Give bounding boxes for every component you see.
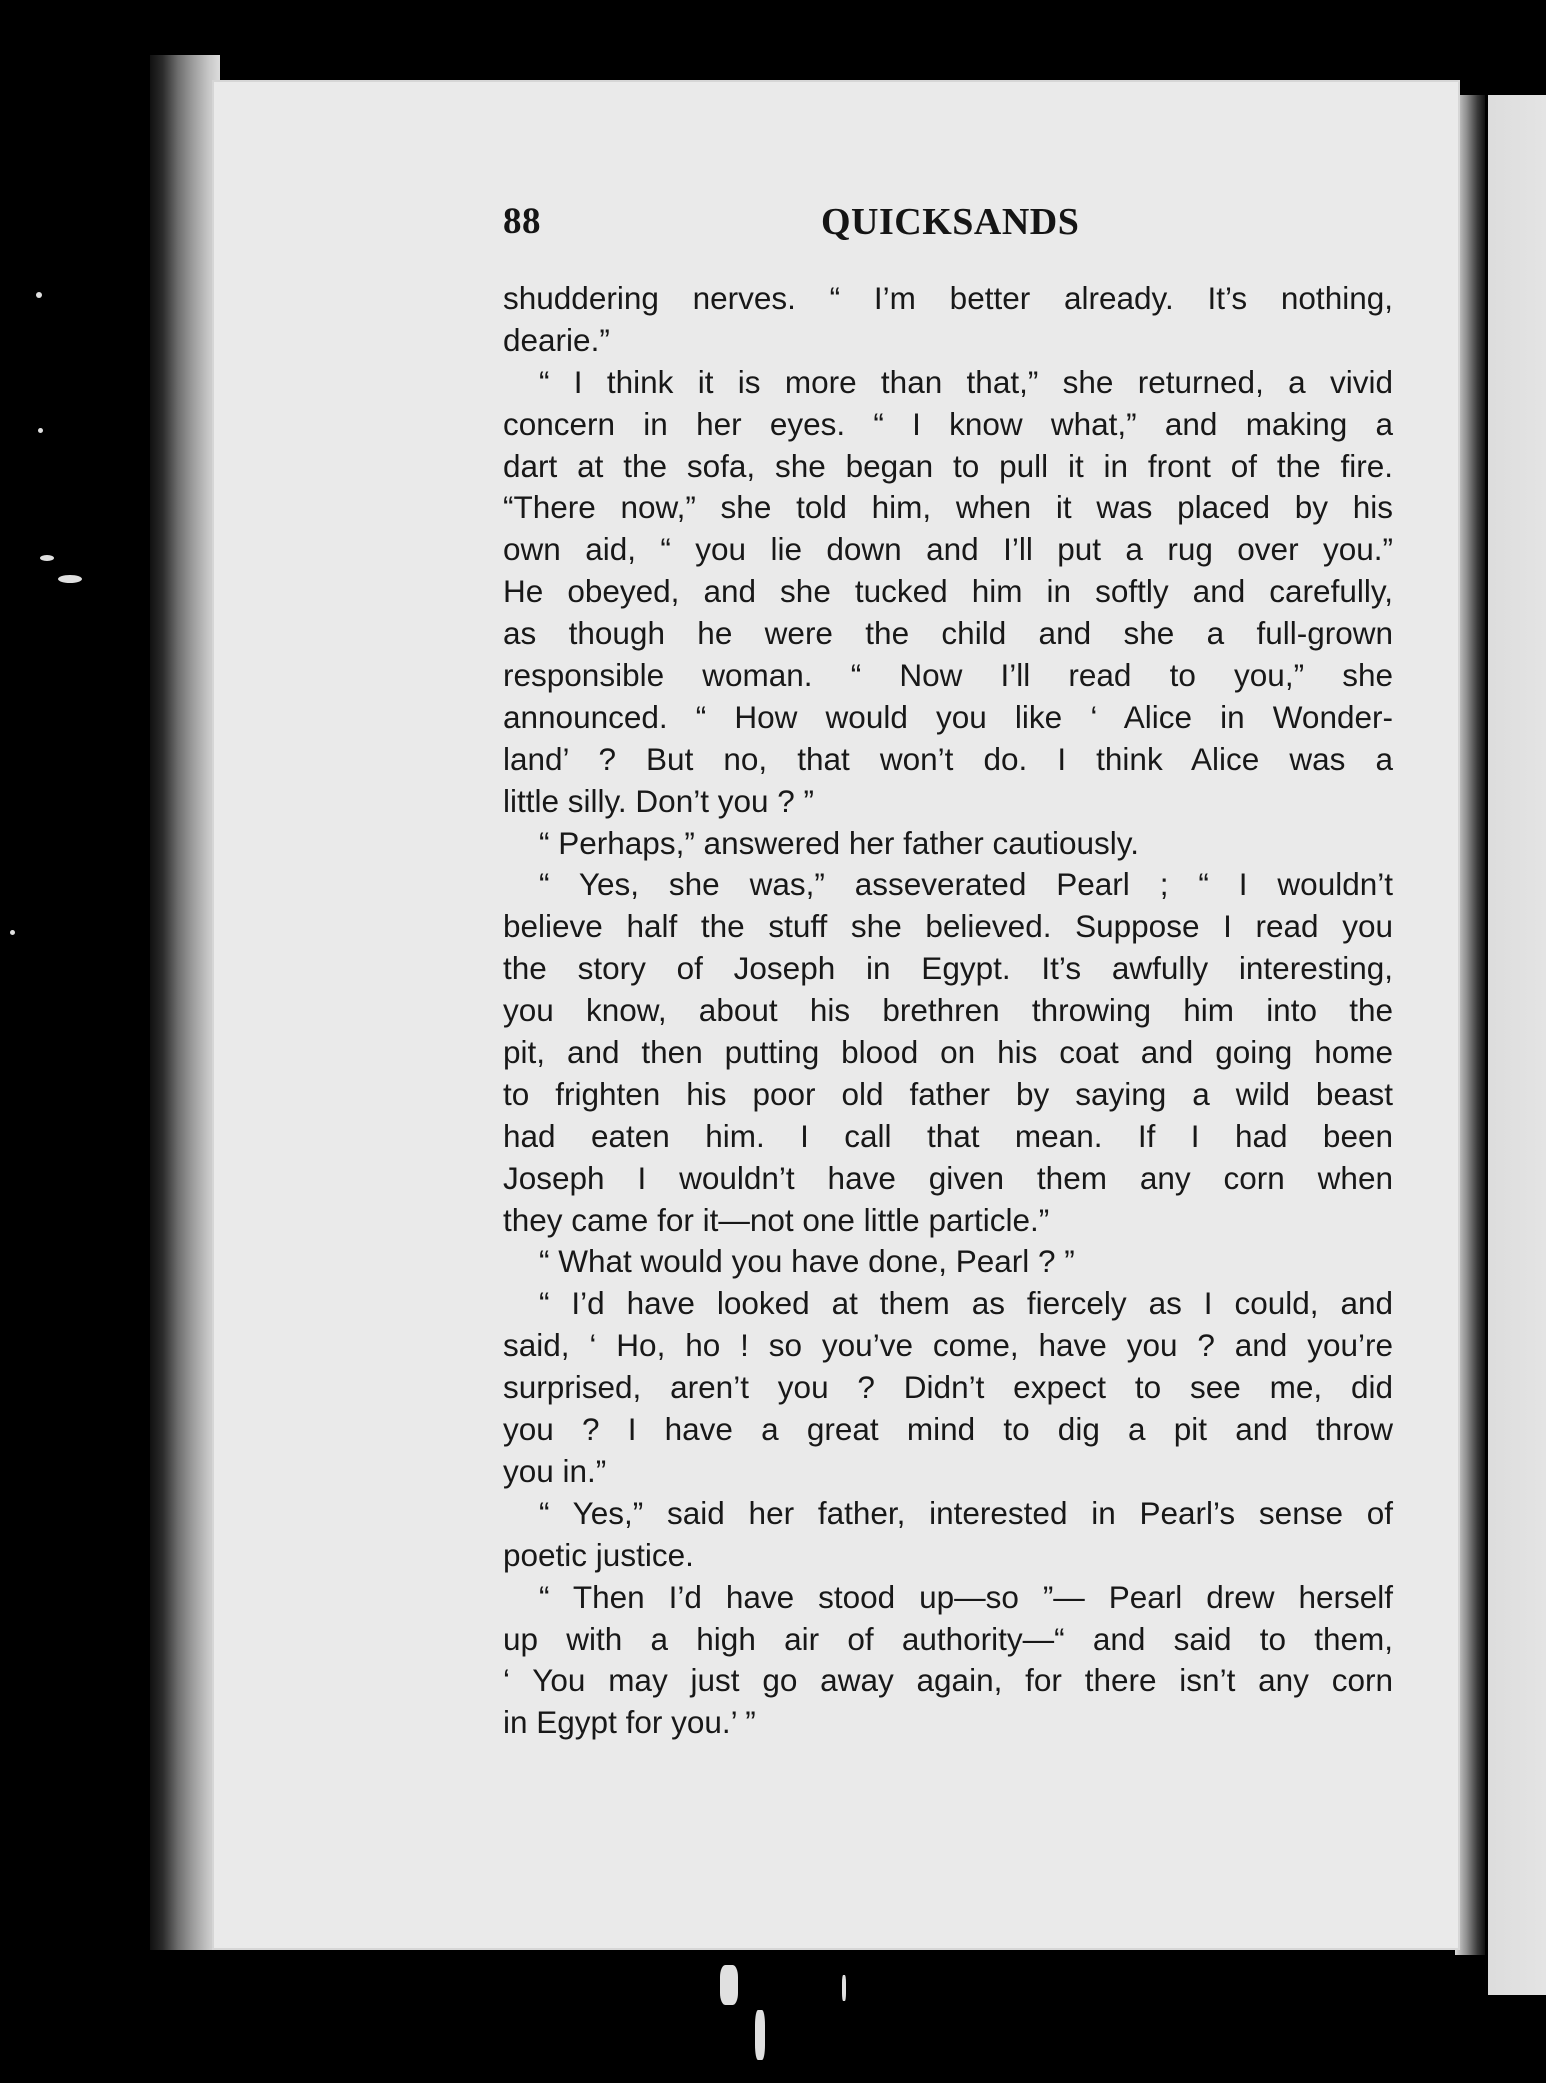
text-line: they came for it—not one little particle.” xyxy=(503,1201,1050,1238)
page-header xyxy=(503,200,1085,250)
body-text xyxy=(503,278,1393,1744)
text-line: said, ‘ Ho, ho ! so you’ve come, have you ? and you’re xyxy=(503,1327,1393,1364)
scan-speck xyxy=(720,1965,738,2005)
page-number: 88 xyxy=(503,201,541,242)
text-line: concern in her eyes. “ I know what,” and making a xyxy=(503,405,1393,442)
text-line: little silly. Don’t you ? ” xyxy=(503,782,815,819)
scan-speck xyxy=(38,428,43,433)
text-line: you know, about his brethren throwing him into the xyxy=(503,992,1393,1029)
scan-speck xyxy=(755,2010,765,2060)
facing-page-edge xyxy=(1488,95,1546,1995)
running-head: QUICKSANDS xyxy=(821,201,1080,243)
text-line: own aid, “ you lie down and I’ll put a rug over you.” xyxy=(503,531,1393,568)
page-edges-left xyxy=(150,55,220,1950)
text-line: in Egypt for you.’ ” xyxy=(503,1704,756,1741)
text-line: “ Perhaps,” answered her father cautiously. xyxy=(539,824,1139,861)
text-line: you in.” xyxy=(503,1452,607,1489)
scan-speck xyxy=(36,292,42,298)
text-line: responsible woman. “ Now I’ll read to you,” she xyxy=(503,657,1393,694)
text-line: as though he were the child and she a full-grown xyxy=(503,615,1393,652)
text-line: you ? I have a great mind to dig a pit and throw xyxy=(503,1411,1393,1448)
text-line: “ Yes,” said her father, interested in Pearl’s sense of xyxy=(539,1494,1393,1531)
scan-speck xyxy=(40,555,54,561)
text-line: “There now,” she told him, when it was placed by his xyxy=(503,489,1393,526)
text-line: to frighten his poor old father by saying a wild beast xyxy=(503,1075,1393,1112)
text-line: announced. “ How would you like ‘ Alice in Wonder- xyxy=(503,698,1393,735)
text-line: “ Yes, she was,” asseverated Pearl ; “ I wouldn’t xyxy=(539,866,1393,903)
text-line: up with a high air of authority—“ and said to them, xyxy=(503,1620,1393,1657)
text-line: Joseph I wouldn’t have given them any corn when xyxy=(503,1159,1393,1196)
text-line: the story of Joseph in Egypt. It’s awfully interesting, xyxy=(503,950,1393,987)
scan-speck xyxy=(842,1975,846,2001)
text-line: had eaten him. I call that mean. If I had been xyxy=(503,1117,1393,1154)
text-line: poetic justice. xyxy=(503,1536,694,1573)
text-line: “ I’d have looked at them as fiercely as I could, and xyxy=(539,1285,1393,1322)
text-line: “ I think it is more than that,” she returned, a vivid xyxy=(539,363,1393,400)
text-line: dart at the sofa, she began to pull it in front of the fire. xyxy=(503,447,1393,484)
scan-speck xyxy=(10,930,15,935)
text-line: land’ ? But no, that won’t do. I think Alice was a xyxy=(503,740,1393,777)
text-line: believe half the stuff she believed. Suppose I read you xyxy=(503,908,1393,945)
text-line: “ Then I’d have stood up—so ”— Pearl drew herself xyxy=(539,1578,1393,1615)
text-line: surprised, aren’t you ? Didn’t expect to see me, did xyxy=(503,1369,1393,1406)
text-line: “ What would you have done, Pearl ? ” xyxy=(539,1243,1075,1280)
scan-speck xyxy=(58,575,82,583)
text-line: shuddering nerves. “ I’m better already. It’s nothing, xyxy=(503,280,1393,316)
text-line: ‘ You may just go away again, for there isn’t any corn xyxy=(503,1662,1393,1699)
text-line: He obeyed, and she tucked him in softly and carefully, xyxy=(503,573,1393,610)
text-line: pit, and then putting blood on his coat and going home xyxy=(503,1034,1393,1071)
text-line: dearie.” xyxy=(503,321,610,358)
